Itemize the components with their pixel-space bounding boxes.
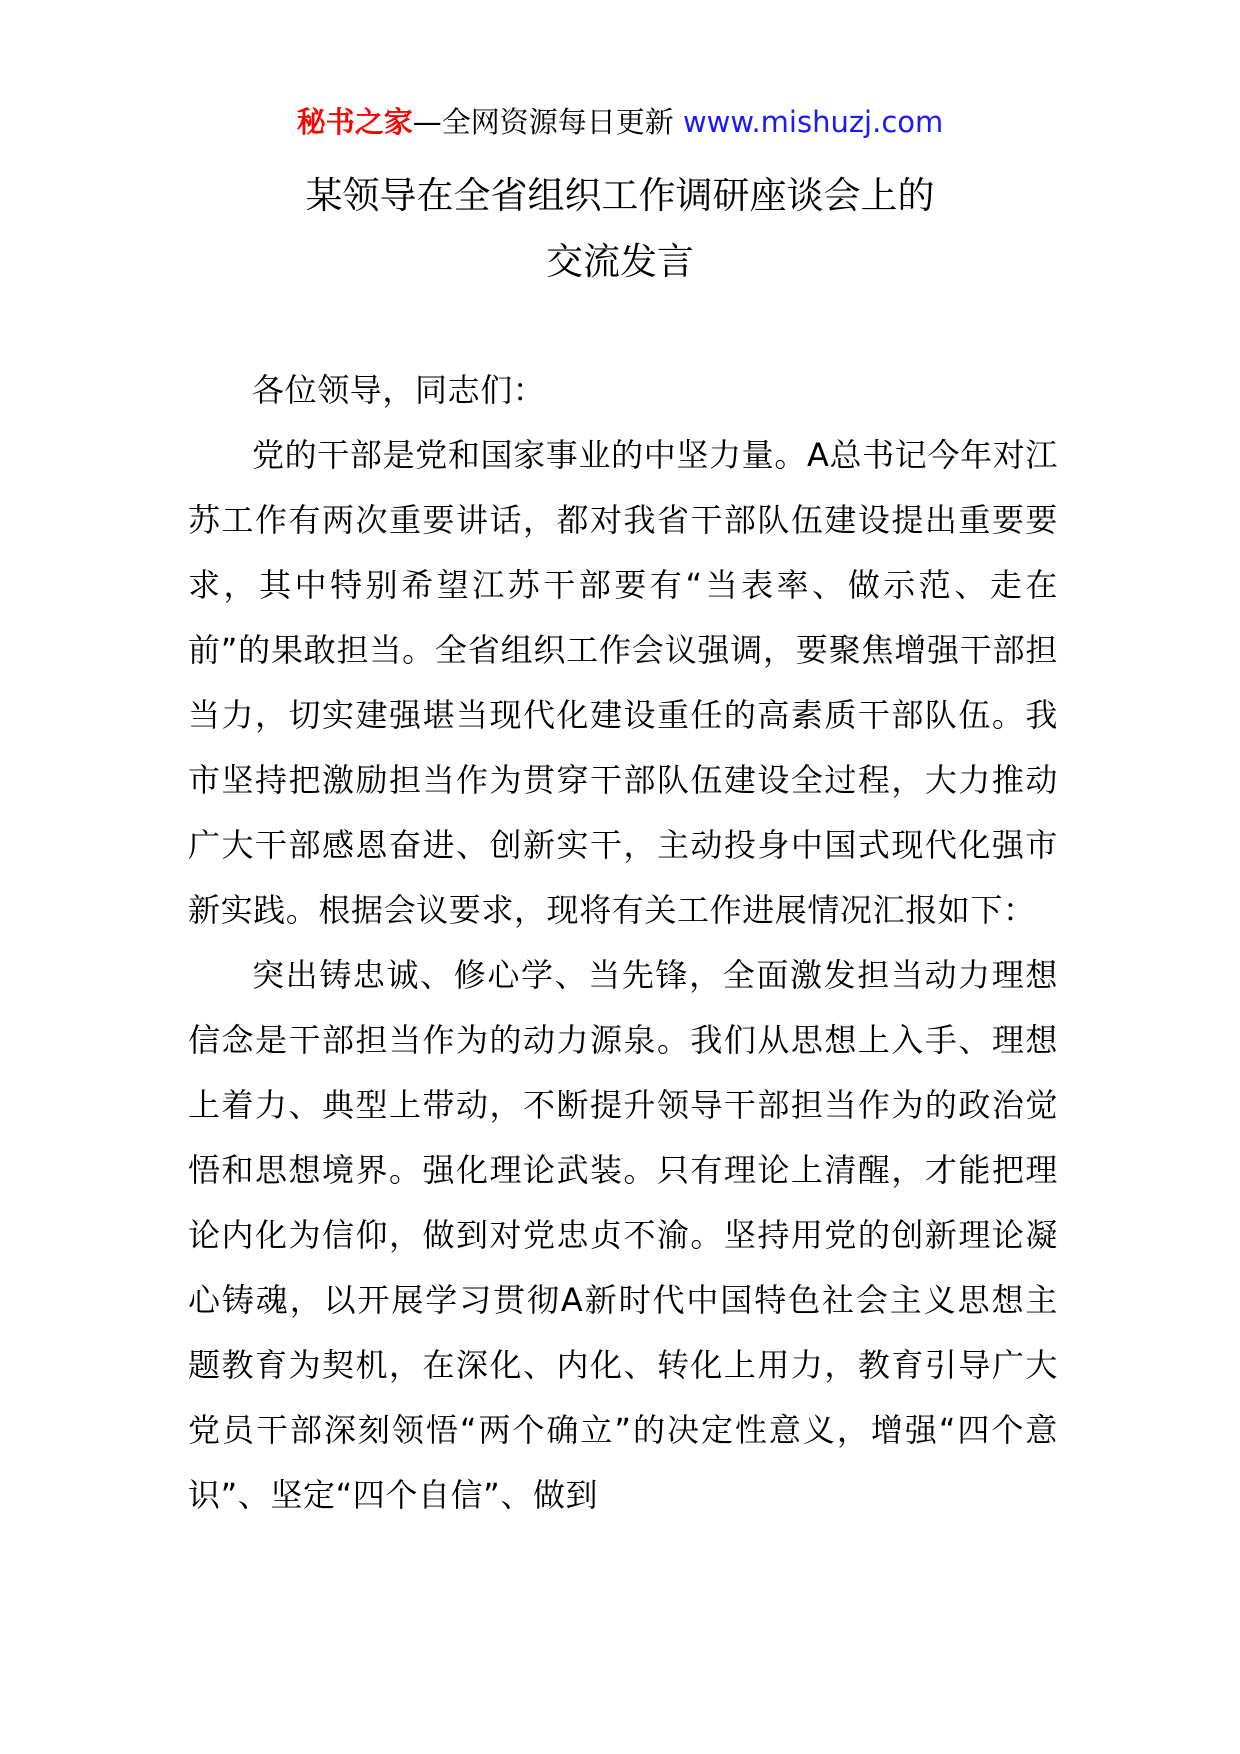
- salutation: 各位领导，同志们：: [252, 371, 546, 409]
- document-title-line-2: 交流发言: [546, 240, 694, 283]
- body-paragraph: 突出铸忠诚、修心学、当先锋，全面激发担当动力理想信念是干部担当作为的动力源泉。我们从思想上入手、理想上着力、典型上带动，不断提升领导干部担当作为的政治觉悟和思想境界。强化理论武装。只有理论上清醒，才能把理论内化为信仰，做到对党忠贞不渝。坚持用党的创新理论凝心铸魂，以开展学习贯彻A新时代中国特色社会主义思想主题教育为契机，在深化、内化、转化上用力，教育引导广大党员干部深刻领悟“两个确立”的决定性意义，增强“四个意识”、坚定“四个自信”、做到: [188, 956, 1058, 1514]
- site-url-link[interactable]: www.mishuzj.com: [682, 105, 944, 139]
- body-paragraph: 党的干部是党和国家事业的中坚力量。A总书记今年对江苏工作有两次重要讲话，都对我省干部队伍建设提出重要要求，其中特别希望江苏干部要有“当表率、做示范、走在前”的果敢担当。全省组织工作会议强调，要聚焦增强干部担当力，切实建强堪当现代化建设重任的高素质干部队伍。我市坚持把激励担当作为贯穿干部队伍建设全过程，大力推动广大干部感恩奋进、创新实干，主动投身中国式现代化强市新实践。根据会议要求，现将有关工作进展情况汇报如下：: [188, 436, 1058, 929]
- document-title-line-1: 某领导在全省组织工作调研座谈会上的: [305, 174, 935, 217]
- document-body: [188, 358, 1058, 1528]
- document-title: [0, 163, 1240, 295]
- header-slogan: —全网资源每日更新: [412, 105, 674, 139]
- source-header: [0, 100, 1240, 144]
- brand-name: 秘书之家: [296, 105, 413, 139]
